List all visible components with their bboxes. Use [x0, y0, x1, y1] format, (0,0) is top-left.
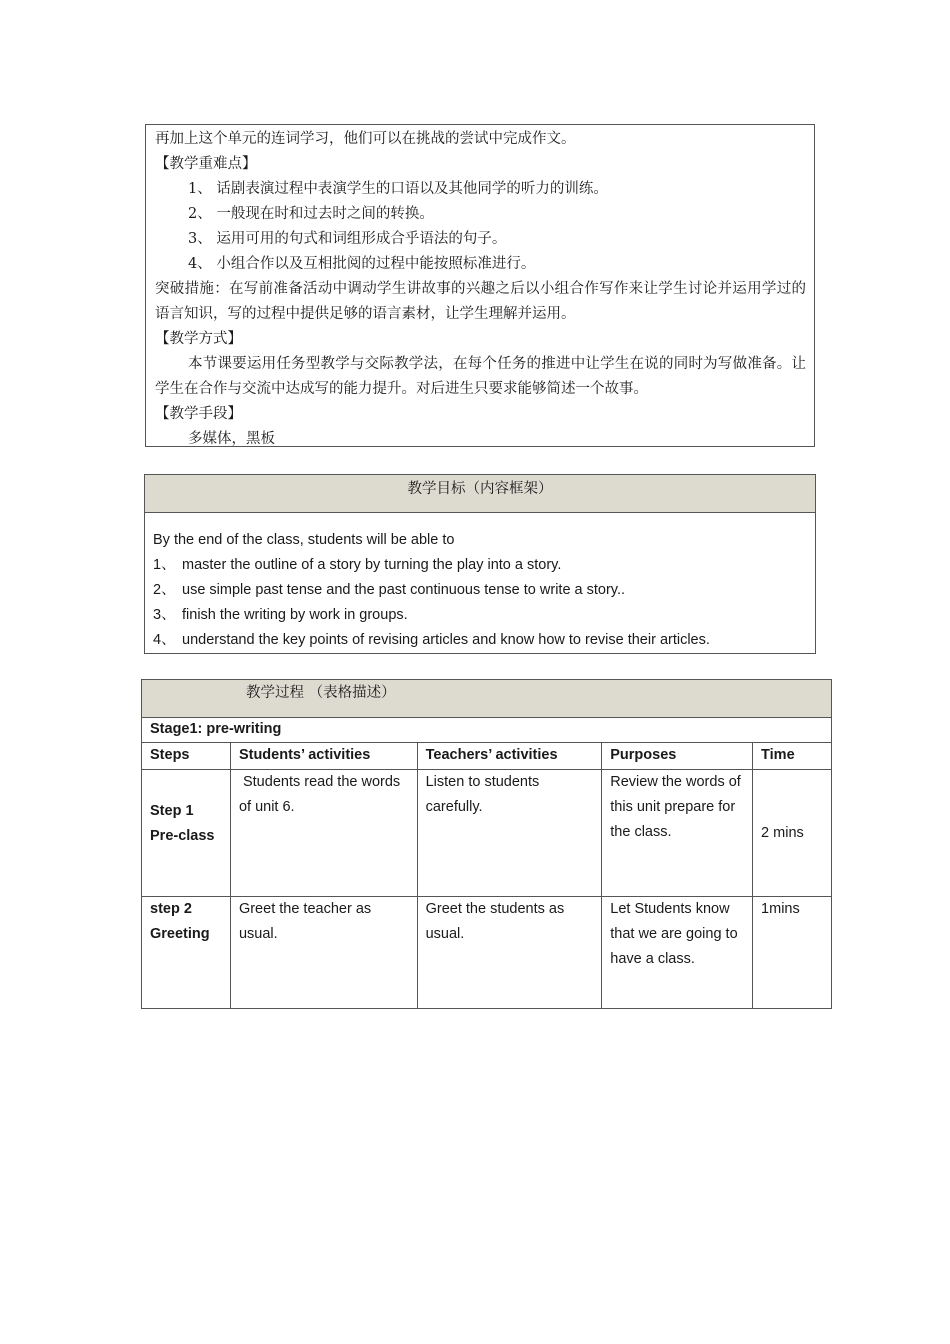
difficulty-item: 1、 话剧表演过程中表演学生的口语以及其他同学的听力的训练。: [188, 181, 608, 197]
objective-text: master the outline of a story by turning the play into a story.: [182, 557, 562, 573]
objective-item: [153, 578, 815, 603]
method-heading: 【教学方式】: [155, 331, 242, 347]
teaching-info-box: [145, 124, 815, 447]
column-header-time: Time: [753, 743, 832, 770]
table-header-row: [142, 743, 832, 770]
breakthrough-measures: 突破措施：在写前准备活动中调动学生讲故事的兴趣之后以小组合作写作来让学生讨论并运用学过的语言知识，写的过程中提供足够的语言素材，让学生理解并运用。: [155, 281, 806, 322]
process-heading: 教学过程 （表格描述）: [142, 680, 832, 718]
objective-number: 2、: [153, 582, 176, 598]
table-row: [142, 770, 832, 897]
time-cell: 2 mins: [753, 770, 832, 897]
difficulty-item: 4、 小组合作以及互相批阅的过程中能按照标准进行。: [188, 256, 536, 272]
difficulty-item: 3、 运用可用的句式和词组形成合乎语法的句子。: [188, 231, 507, 247]
objective-text: use simple past tense and the past continuous tense to write a story..: [182, 582, 626, 598]
step-number: step 2: [150, 901, 192, 917]
objective-number: 3、: [153, 607, 176, 623]
students-activity-cell: Greet the teacher as usual.: [230, 897, 417, 1009]
step-cell: [142, 770, 231, 897]
teachers-activity-cell: Listen to students carefully.: [417, 770, 602, 897]
table-row: [142, 897, 832, 1009]
objective-item: [153, 628, 815, 653]
students-activity-cell: Students read the words of unit 6.: [230, 770, 417, 897]
objective-number: 1、: [153, 557, 176, 573]
purpose-cell: Review the words of this unit prepare for the class.: [602, 770, 753, 897]
column-header-purposes: Purposes: [602, 743, 753, 770]
objective-item: [153, 603, 815, 628]
objectives-body: [145, 513, 815, 653]
intro-continuation: 再加上这个单元的连词学习，他们可以在挑战的尝试中完成作文。: [155, 131, 576, 147]
teachers-activity-cell: Greet the students as usual.: [417, 897, 602, 1009]
step-number: Step 1: [150, 803, 194, 819]
objective-item: [153, 553, 815, 578]
difficulties-heading: 【教学重难点】: [155, 156, 257, 172]
objective-number: 4、: [153, 632, 176, 648]
objective-text: finish the writing by work in groups.: [182, 607, 408, 623]
purpose-cell: Let Students know that we are going to have a class.: [602, 897, 753, 1009]
objectives-heading: 教学目标（内容框架）: [145, 475, 815, 513]
column-header-steps: Steps: [142, 743, 231, 770]
method-text: 本节课要运用任务型教学与交际教学法，在每个任务的推进中让学生在说的同时为写做准备。让学生在合作与交流中达成写的能力提升。对后进生只要求能够简述一个故事。: [155, 356, 806, 397]
means-heading: 【教学手段】: [155, 406, 242, 422]
time-cell: 1mins: [753, 897, 832, 1009]
stage-label: Stage1: pre-writing: [142, 718, 832, 743]
objective-text: understand the key points of revising articles and know how to revise their articles.: [182, 632, 710, 648]
step-title: Pre-class: [150, 828, 215, 844]
objectives-lead: By the end of the class, students will be able to: [153, 532, 455, 548]
difficulty-item: 2、 一般现在时和过去时之间的转换。: [188, 206, 434, 222]
process-table: [141, 679, 832, 1009]
objectives-box: [144, 474, 816, 654]
step-title: Greeting: [150, 926, 210, 942]
step-cell: [142, 897, 231, 1009]
means-text: 多媒体，黑板: [188, 431, 275, 447]
column-header-students: Students’ activities: [230, 743, 417, 770]
column-header-teachers: Teachers’ activities: [417, 743, 602, 770]
